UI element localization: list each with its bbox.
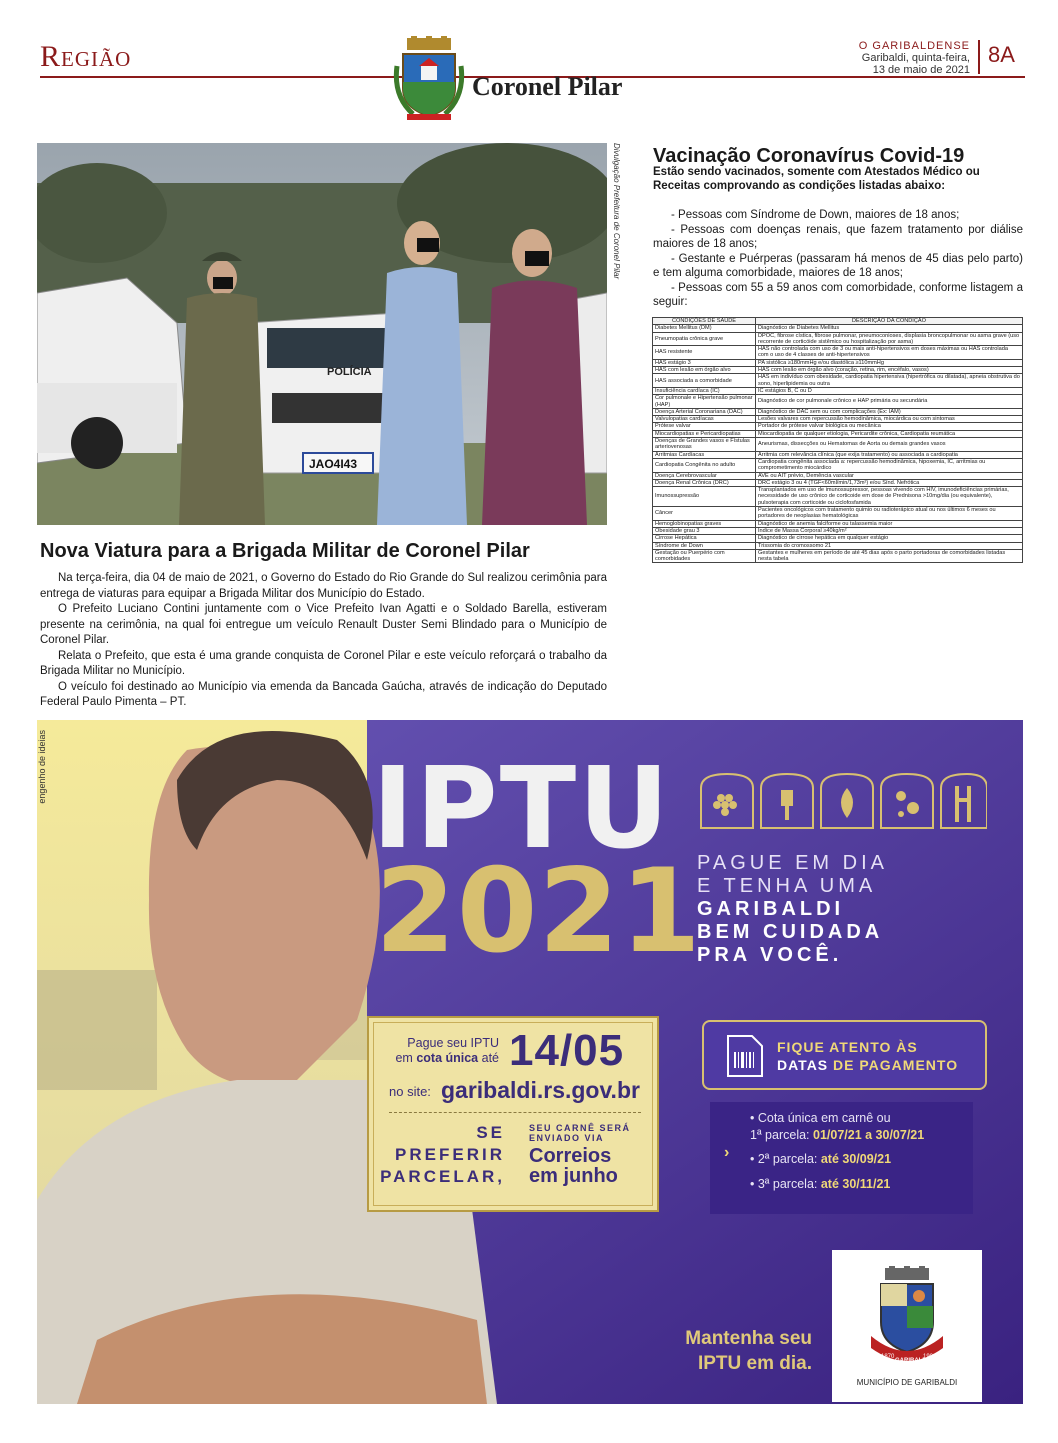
article-paragraph: O veículo foi destinado ao Município via emenda da Bancada Gaúcha, através de indicação do Deputado Federal Paulo Pimenta – PT. <box>40 680 607 708</box>
article-paragraph: O Prefeito Luciano Contini juntamente com o Vice Prefeito Ivan Agatti e o Soldado Barella, estiveram presente na cerimônia, na qual foi entregue um veículo Renault Duster Semi Blindado para o Município de Coronel Pilar. <box>40 603 607 646</box>
attention-line <box>777 1056 958 1074</box>
schedule-date: 01/07/21 a 30/07/21 <box>813 1127 925 1142</box>
pay-text <box>389 1036 499 1066</box>
schedule-line <box>750 1176 924 1193</box>
condition-cell: Imunossupressão <box>653 487 756 507</box>
condition-cell: Cor pulmonale e Hipertensão pulmonar (HAP) <box>653 395 756 409</box>
publication-date: 13 de maio de 2021 <box>872 64 970 76</box>
due-date: 14/05 <box>509 1026 625 1075</box>
slogan-line: BEM CUIDADA <box>697 921 884 943</box>
payment-box <box>367 1016 659 1212</box>
city-icons <box>697 770 987 832</box>
slogan-line: E TENHA UMA <box>697 875 877 897</box>
vaccination-item: - Pessoas com doenças renais, que fazem tratamento por diálise maiores de 18 anos; <box>653 223 1023 250</box>
table-row <box>653 374 1023 388</box>
barcode-document-icon <box>726 1034 764 1078</box>
vaccination-item: - Pessoas com 55 a 59 anos com comorbidade, conforme listagem a seguir: <box>653 281 1023 308</box>
condition-cell: Obesidade grau 3 <box>653 527 756 534</box>
slogan-line: GARIBALDI <box>697 898 845 920</box>
section-title: Região <box>40 40 132 73</box>
pay-line-2-bold: cota única <box>416 1051 479 1065</box>
condition-cell: Doença Renal Crônica (DRC) <box>653 479 756 486</box>
newspaper-name: O GARIBALDENSE <box>858 40 970 52</box>
logo-year-end: 1900 <box>923 1354 937 1360</box>
newspaper-info <box>859 40 970 76</box>
description-cell: Arritmia com relevância clínica (que exija tratamento) ou associada a cardiopatia <box>756 451 1023 458</box>
attention-line: FIQUE ATENTO ÀS <box>777 1039 918 1055</box>
description-cell: Diagnóstico de Diabetes Mellitus <box>756 325 1023 332</box>
correios-line: Correios <box>529 1145 612 1167</box>
table-row <box>653 458 1023 472</box>
description-cell: Transplantados em uso de imunossupressor, pessoas vivendo com HIV, imunodeficiências primárias, necessidade de uso crônico de corticoide em dose de Prednisona >10mg/dia (ou equivalente), pulsoterapia com corticoide ou ciclofosfamida <box>756 487 1023 507</box>
condition-cell: HAS resistente <box>653 346 756 360</box>
table-row <box>653 542 1023 549</box>
vaccination-subtitle: Estão sendo vacinados, somente com Atestados Médico ou Receitas comprovando as condições listadas abaixo: <box>653 166 980 192</box>
keep-line: IPTU em dia. <box>697 1353 812 1374</box>
vaccination-item: - Pessoas com Síndrome de Down, maiores de 18 anos; <box>671 209 960 221</box>
table-row <box>653 408 1023 415</box>
schedule-text-plain: • Cota única em carnê ou <box>750 1111 891 1125</box>
table-row <box>653 367 1023 374</box>
schedule-text-plain: • 3ª parcela: <box>750 1176 821 1191</box>
vaccination-list <box>653 208 1023 310</box>
carne-line: ENVIADO VIA <box>529 1133 605 1143</box>
description-cell: Pacientes oncológicos com tratamento quimio ou radioterápico atual ou nos últimos 6 meses ou portadores de neoplasias hematológicas <box>756 507 1023 521</box>
condition-cell: Miocardiopatias e Pericardiopatias <box>653 430 756 437</box>
schedule-date: até 30/11/21 <box>820 1176 891 1191</box>
carne-line: SEU CARNÊ SERÁ <box>529 1123 631 1133</box>
pay-line-2-pre: em <box>395 1051 417 1065</box>
keep-line: Mantenha seu <box>685 1328 812 1349</box>
table-row <box>653 507 1023 521</box>
comorbidity-table <box>652 317 1023 563</box>
table-row <box>653 487 1023 507</box>
municipality-name: MUNICÍPIO DE GARIBALDI <box>856 1378 958 1387</box>
schedule-line <box>750 1151 924 1168</box>
table-row <box>653 346 1023 360</box>
description-cell: Trissomia do cromossomo 21 <box>756 542 1023 549</box>
pay-line-2-post: até <box>478 1051 499 1065</box>
condition-cell: Hemoglobinopatias graves <box>653 520 756 527</box>
condition-cell: Doenças de Grandes vasos e Fístulas arteriovenosas <box>653 438 756 452</box>
condition-cell: Cirrose Hepática <box>653 535 756 542</box>
description-cell: Diagnóstico de anemia falciforme ou talassemia maior <box>756 520 1023 527</box>
description-cell: HAS não controlada com uso de 3 ou mais anti-hipertensivos em doses máximas ou HAS controlada com o uso de 4 classes de anti-hipertensivos <box>756 346 1023 360</box>
description-cell: PA sistólica ≥180mmHg e/ou diastólica ≥110mmHg <box>756 359 1023 366</box>
condition-cell: Prótese valvar <box>653 423 756 430</box>
table-row <box>653 359 1023 366</box>
table-row <box>653 332 1023 346</box>
schedule-date: até 30/09/21 <box>820 1152 892 1166</box>
schedule-line <box>750 1110 924 1127</box>
condition-cell: Gestação ou Puerpério com comorbidades <box>653 549 756 563</box>
description-cell: DPOC, fibrose cística, fibrose pulmonar, pneumoconioses, displasia broncopulmonar ou asma grave (uso recorrente de corticóide sistêmico ou hospitalização por asma) <box>756 332 1023 346</box>
coronel-pilar-crest-icon <box>393 36 465 122</box>
table-row <box>653 395 1023 409</box>
condition-cell: Câncer <box>653 507 756 521</box>
description-cell: Diagnóstico de cirrose hepática em qualquer estágio <box>756 535 1023 542</box>
date-line: Garibaldi, quinta-feira, <box>861 52 970 64</box>
condition-cell: Síndrome de Down <box>653 542 756 549</box>
schedule-text <box>750 1110 924 1192</box>
description-cell: Lesões valvares com repercussão hemodinâmica, miocárdica ou com sintomas <box>756 416 1023 423</box>
license-plate: JAO4I43 <box>309 457 358 471</box>
table-row <box>653 472 1023 479</box>
article-paragraph: Na terça-feira, dia 04 de maio de 2021, o Governo do Estado do Rio Grande do Sul realizou cerimônia para entrega de viaturas para equipar a Brigada Militar dos Município do Estado. <box>40 572 607 600</box>
parcel-text <box>379 1122 505 1188</box>
table-row <box>653 423 1023 430</box>
condition-cell: Pneumopatia crônica grave <box>653 332 756 346</box>
description-cell: Diagnóstico de DAC sem ou com complicações (Ex: IAM) <box>756 408 1023 415</box>
table-header-row <box>653 318 1023 325</box>
pay-line-1: Pague seu IPTU <box>407 1036 499 1050</box>
description-cell: Portador de prótese valvar biológica ou mecânica <box>756 423 1023 430</box>
vehicle-handover-photo <box>37 143 607 525</box>
description-cell: IC estágios B, C ou D <box>756 387 1023 394</box>
parcel-line: SE <box>476 1123 505 1142</box>
article-paragraph: Relata o Prefeito, que esta é uma grande conquista de Coronel Pilar e este veículo reforçará o trabalho da Brigada Militar no Município. <box>40 649 607 677</box>
pay-line-2 <box>389 1051 499 1066</box>
schedule-text-plain: • 2ª parcela: <box>750 1152 821 1166</box>
schedule-text-plain: 1ª parcela: <box>750 1127 813 1142</box>
table-row <box>653 416 1023 423</box>
table-row <box>653 430 1023 437</box>
box-divider <box>389 1112 641 1113</box>
condition-cell: Valvulopatias cardíacas <box>653 416 756 423</box>
description-cell: Miocardiopatia de qualquer etiologia, Pericardite crônica, Cardiopatia reumática <box>756 430 1023 437</box>
parcel-line: PREFERIR <box>395 1145 505 1164</box>
description-cell: Cardiopatia congênita associada a: repercussão hemodinâmica, hipoxemia, IC, arritmias ou comprometimento miocárdico <box>756 458 1023 472</box>
table-row <box>653 479 1023 486</box>
description-cell: HAS com lesão em órgão alvo (coração, retina, rim, encéfalo, vasos) <box>756 367 1023 374</box>
description-cell: Índice de Massa Corporal ≥40kg/m² <box>756 527 1023 534</box>
slogan-line: PAGUE EM DIA <box>697 852 888 874</box>
logo-city: GARIBALDI <box>895 1358 929 1364</box>
condition-cell: Arritmias Cardíacas <box>653 451 756 458</box>
condition-cell: Cardiopatia Congênita no adulto <box>653 458 756 472</box>
municipality-logo-card <box>832 1250 982 1402</box>
description-cell: Gestantes e mulheres em período de até 45 dias após o parto portadoras de comorbidades listadas nesta tabela <box>756 549 1023 563</box>
site-label: no site: <box>389 1084 431 1099</box>
table-row <box>653 549 1023 563</box>
condition-cell: Doença Arterial Coronariana (DAC) <box>653 408 756 415</box>
schedule-line <box>750 1127 924 1144</box>
description-cell: AVE ou AIT prévio, Demência vascular <box>756 472 1023 479</box>
slogan-line: PRA VOCÊ. <box>697 944 843 966</box>
page-number: 8A <box>988 42 1015 67</box>
condition-cell: Doença Cerebrovascular <box>653 472 756 479</box>
town-name: Coronel Pilar <box>472 72 623 101</box>
condition-cell: HAS associada a comorbidade <box>653 374 756 388</box>
keep-message <box>652 1326 812 1376</box>
description-cell: Diagnóstico de cor pulmonale crônico e HAP primária ou secundária <box>756 395 1023 409</box>
logo-year-start: 1870 <box>881 1354 895 1360</box>
iptu-title: IPTU <box>372 744 672 874</box>
photo-credit: Divulgação Prefeitura de Coronel Pilar <box>612 143 621 280</box>
correios-line: em junho <box>529 1165 618 1187</box>
site-link[interactable]: garibaldi.rs.gov.br <box>441 1077 640 1103</box>
condition-cell: HAS estágio 3 <box>653 359 756 366</box>
correios-text <box>529 1146 618 1186</box>
garibaldi-crest-icon <box>867 1266 947 1374</box>
table-row <box>653 438 1023 452</box>
condition-cell: Insuficiência cardíaca (IC) <box>653 387 756 394</box>
page-divider <box>978 40 980 74</box>
vaccination-title: Vacinação Coronavírus Covid-19 <box>653 145 965 167</box>
vaccination-item: - Gestante e Puérperas (passaram há menos de 45 dias pelo parto) e tem alguma comorbidade, maiores de 18 anos; <box>653 252 1023 279</box>
article-body <box>40 571 607 711</box>
attention-text <box>777 1038 958 1074</box>
slogan <box>697 852 888 967</box>
attention-line-yellow: DE PAGAMENTO <box>828 1057 959 1073</box>
table-header: DESCRIÇÃO DA CONDIÇÃO <box>756 318 1023 325</box>
table-row <box>653 527 1023 534</box>
chevron-right-icon: › <box>724 1144 730 1161</box>
iptu-year: 2021 <box>375 844 702 979</box>
table-row <box>653 387 1023 394</box>
iptu-advertisement <box>37 720 1023 1404</box>
article-title: Nova Viatura para a Brigada Militar de Coronel Pilar <box>40 540 530 562</box>
news-photo <box>37 143 607 525</box>
table-row <box>653 325 1023 332</box>
table-row <box>653 451 1023 458</box>
parcel-line: PARCELAR, <box>380 1167 505 1186</box>
attention-line-white: DATAS <box>777 1057 829 1073</box>
carne-text <box>529 1123 631 1143</box>
table-row <box>653 520 1023 527</box>
vehicle-text: POLÍCIA <box>327 366 372 378</box>
condition-cell: Diabetes Mellitus (DM) <box>653 325 756 332</box>
table-header: CONDIÇÕES DE SAÚDE <box>653 318 756 325</box>
description-cell: HAS em indivíduo com obesidade, cardiopatia hipertensiva (hipertrófica ou dilatada), apneia obstrutiva do sono, hiperlipidemia ou outra <box>756 374 1023 388</box>
description-cell: Aneurismas, dissecções ou Hematomas de Aorta ou demais grandes vasos <box>756 438 1023 452</box>
table-row <box>653 535 1023 542</box>
condition-cell: HAS com lesão em órgão alvo <box>653 367 756 374</box>
agency-credit: engenho de ideias <box>37 730 47 804</box>
description-cell: DRC estágio 3 ou 4 (TGF<60ml/min/1,73m²) e/ou Sínd. Nefrótica <box>756 479 1023 486</box>
schedule-box <box>710 1102 973 1214</box>
attention-box <box>702 1020 987 1090</box>
